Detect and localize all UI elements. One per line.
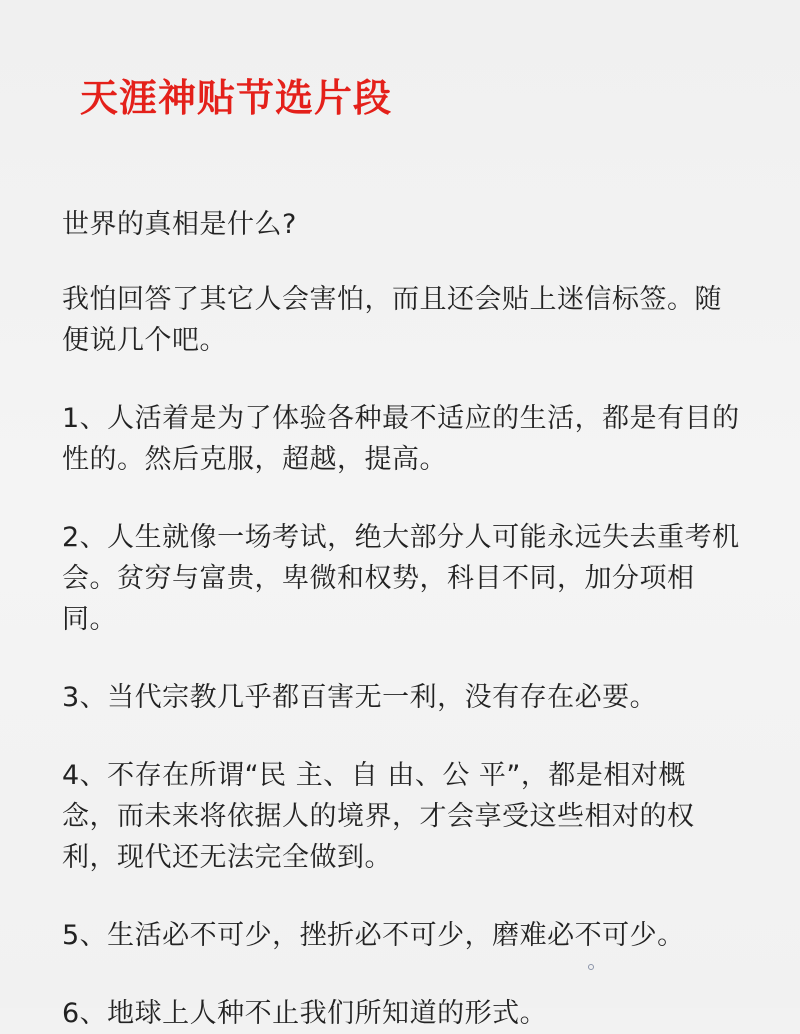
document-body (62, 204, 740, 1034)
paragraph-item-5: 5、生活必不可少，挫折必不可少，磨难必不可少。 (62, 920, 685, 951)
paragraph-item-4: 4、不存在所谓“民 主、自 由、公 平”，都是相对概念，而未来将依据人的境界，才会享受这些相对的权利，现代还无法完全做到。 (62, 760, 695, 873)
paragraph-item-6: 6、地球上人种不止我们所知道的形式。 (62, 998, 548, 1029)
paragraph-item-1: 1、人活着是为了体验各种最不适应的生活，都是有目的性的。然后克服，超越，提高。 (62, 403, 740, 475)
paragraph-item-3: 3、当代宗教几乎都百害无一利，没有存在必要。 (62, 682, 658, 713)
paragraph-intro: 我怕回答了其它人会害怕，而且还会贴上迷信标签。随便说几个吧。 (62, 284, 722, 356)
paragraph-item-2: 2、人生就像一场考试，绝大部分人可能永远失去重考机会。贫穷与富贵，卑微和权势，科目不同，加分项相同。 (62, 522, 740, 635)
document-title: 天涯神贴节选片段 (80, 76, 393, 120)
paragraph-question: 世界的真相是什么? (62, 209, 297, 240)
scroll-indicator-icon (588, 964, 594, 970)
